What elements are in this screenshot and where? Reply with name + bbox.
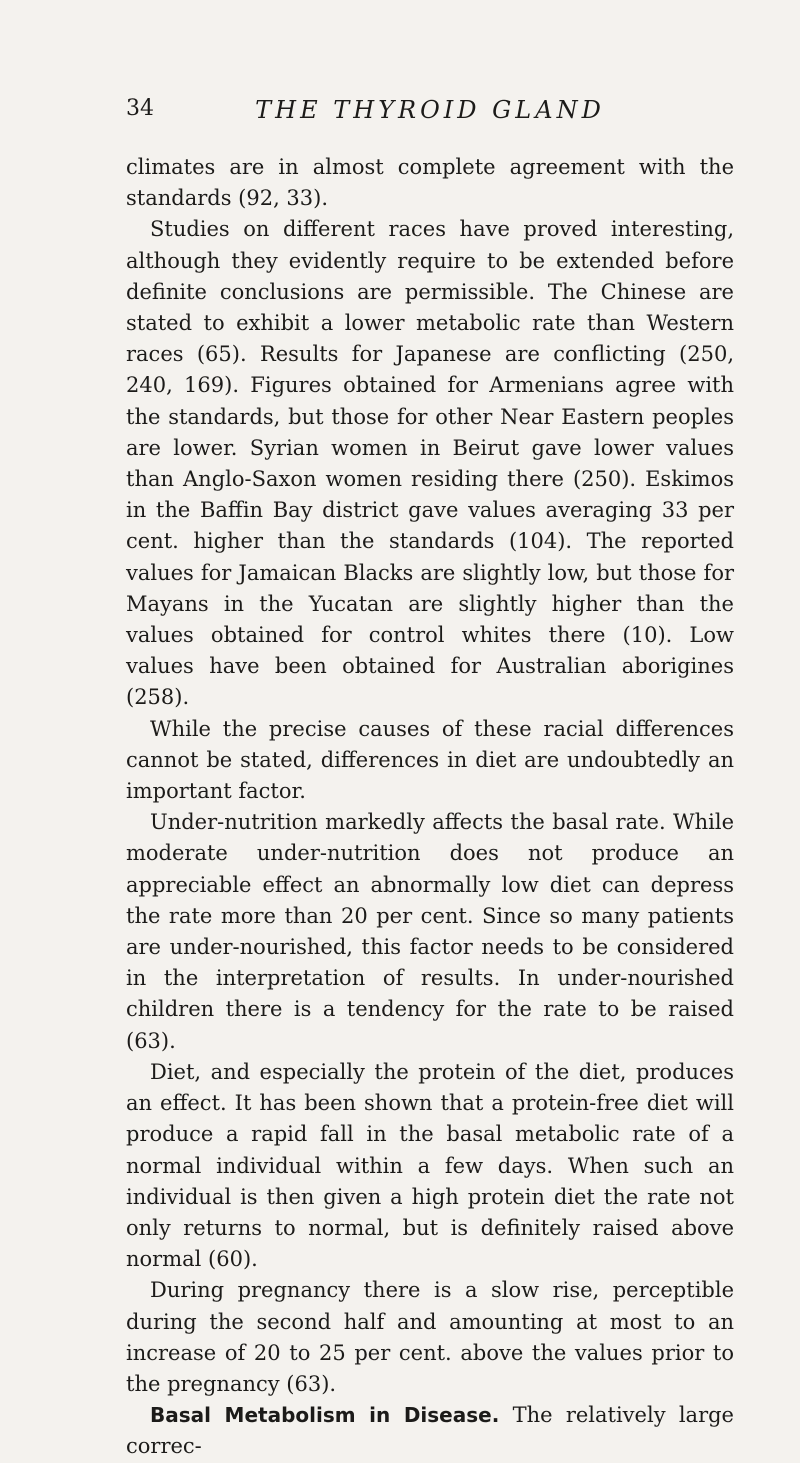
body-text bbox=[126, 152, 734, 1463]
paragraph: While the precise causes of these racial differences cannot be stated, differences in diet are undoubtedly an important factor. bbox=[126, 716, 734, 804]
paragraph: Diet, and especially the protein of the diet, produces an effect. It has been shown that a protein-free diet will produce a rapid fall in the basal metabolic rate of a normal individual within a few days. When such an individual is then given a high protein diet the rate not only returns to normal, but is definitely raised above normal (60). bbox=[126, 1059, 734, 1272]
section-heading: Basal Metabolism in Disease. bbox=[150, 1403, 500, 1428]
paragraph: Under-nutrition markedly affects the basal rate. While moderate under-nutrition does not produce an appreciable effect an abnormally low diet can depress the rate more than 20 per cent. Since so many patients are under-nourished, this factor needs to be considered in the interpretation of results. In under-nourished children there is a tendency for the rate to be raised (63). bbox=[126, 810, 734, 1053]
page-number: 34 bbox=[126, 96, 154, 121]
paragraph: Studies on different races have proved interesting, although they evidently require to be extended before definite conclusions are permissible. The Chinese are stated to exhibit a lower metabolic rate than Western races (65). Results for Japanese are conflicting (250, 240, 169). Figures obtained for Armenians agree with the standards, but those for other Near Eastern peoples are lower. Syrian women in Beirut gave lower values than Anglo-Saxon women residing there (250). Eskimos in the Baffin Bay district gave values averaging 33 per cent. higher than the standards (104). The reported values for Jamaican Blacks are slightly low, but those for Mayans in the Yucatan are slightly higher than the values obtained for control whites there (10). Low values have been obtained for Australian aborigines (258). bbox=[126, 217, 734, 710]
book-page bbox=[126, 0, 734, 1459]
running-head bbox=[126, 96, 734, 136]
paragraph: climates are in almost complete agreement with the standards (92, 33). bbox=[126, 155, 734, 211]
paragraph bbox=[126, 1400, 734, 1462]
paragraph: During pregnancy there is a slow rise, perceptible during the second half and amounting at most to an increase of 20 to 25 per cent. above the values prior to the pregnancy (63). bbox=[126, 1278, 734, 1396]
paragraph-text: The relatively large correc- bbox=[126, 1403, 734, 1459]
running-title: THE THYROID GLAND bbox=[255, 96, 605, 124]
